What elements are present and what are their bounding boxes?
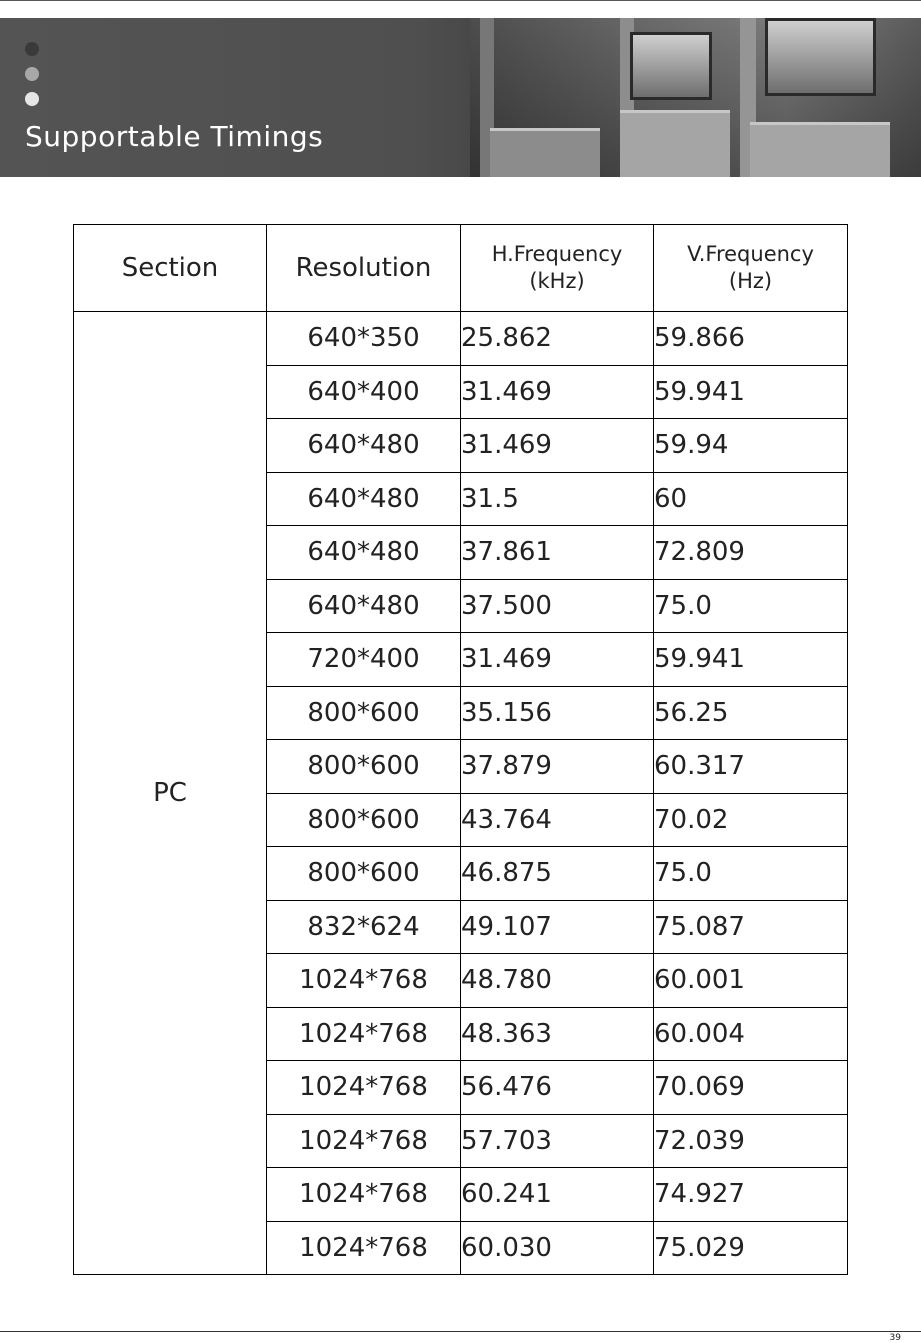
table-body — [74, 312, 848, 1275]
resolution-cell: 1024*768 — [267, 1168, 461, 1222]
bullet-dot-dark — [25, 42, 39, 56]
h-frequency-cell: 48.780 — [461, 954, 654, 1008]
v-frequency-cell: 60 — [654, 472, 848, 526]
h-frequency-cell: 60.241 — [461, 1168, 654, 1222]
page-number: 39 — [889, 1333, 901, 1343]
resolution-cell: 640*400 — [267, 365, 461, 419]
v-frequency-cell: 60.004 — [654, 1007, 848, 1061]
banner-photo — [470, 18, 921, 177]
resolution-cell: 640*480 — [267, 472, 461, 526]
bottom-rule — [0, 1331, 921, 1332]
resolution-cell: 800*600 — [267, 686, 461, 740]
resolution-cell: 1024*768 — [267, 1061, 461, 1115]
v-frequency-cell: 75.087 — [654, 900, 848, 954]
h-frequency-cell: 37.879 — [461, 740, 654, 794]
resolution-cell: 1024*768 — [267, 1007, 461, 1061]
table-row — [74, 312, 848, 366]
table-header-row — [74, 225, 848, 312]
v-frequency-cell: 59.94 — [654, 419, 848, 473]
h-frequency-cell: 31.469 — [461, 419, 654, 473]
resolution-cell: 1024*768 — [267, 1221, 461, 1275]
resolution-cell: 720*400 — [267, 633, 461, 687]
v-frequency-cell: 72.039 — [654, 1114, 848, 1168]
resolution-cell: 1024*768 — [267, 954, 461, 1008]
header-h-frequency — [461, 225, 654, 312]
h-frequency-cell: 37.500 — [461, 579, 654, 633]
header-resolution: Resolution — [267, 225, 461, 312]
bullet-dot-mid — [25, 67, 39, 81]
header-v-frequency — [654, 225, 848, 312]
h-frequency-cell: 31.5 — [461, 472, 654, 526]
header-h-frequency-label: H.Frequency — [491, 242, 623, 266]
v-frequency-cell: 59.866 — [654, 312, 848, 366]
h-frequency-cell: 46.875 — [461, 847, 654, 901]
resolution-cell: 640*480 — [267, 526, 461, 580]
header-section: Section — [74, 225, 267, 312]
h-frequency-cell: 35.156 — [461, 686, 654, 740]
h-frequency-cell: 60.030 — [461, 1221, 654, 1275]
v-frequency-cell: 75.029 — [654, 1221, 848, 1275]
bullet-dot-light — [25, 92, 39, 106]
v-frequency-cell: 70.02 — [654, 793, 848, 847]
h-frequency-cell: 25.862 — [461, 312, 654, 366]
resolution-cell: 800*600 — [267, 740, 461, 794]
resolution-cell: 640*480 — [267, 579, 461, 633]
h-frequency-cell: 57.703 — [461, 1114, 654, 1168]
page-title: Supportable Timings — [25, 120, 324, 153]
v-frequency-cell: 59.941 — [654, 633, 848, 687]
header-v-frequency-label: V.Frequency — [687, 242, 814, 266]
v-frequency-cell: 59.941 — [654, 365, 848, 419]
resolution-cell: 640*480 — [267, 419, 461, 473]
header-banner — [0, 18, 921, 177]
v-frequency-cell: 70.069 — [654, 1061, 848, 1115]
header-h-frequency-unit: (kHz) — [529, 269, 585, 293]
section-cell: PC — [74, 312, 267, 1275]
v-frequency-cell: 75.0 — [654, 579, 848, 633]
resolution-cell: 1024*768 — [267, 1114, 461, 1168]
resolution-cell: 800*600 — [267, 847, 461, 901]
h-frequency-cell: 56.476 — [461, 1061, 654, 1115]
v-frequency-cell: 75.0 — [654, 847, 848, 901]
h-frequency-cell: 31.469 — [461, 365, 654, 419]
top-rule — [0, 0, 921, 1]
v-frequency-cell: 72.809 — [654, 526, 848, 580]
h-frequency-cell: 43.764 — [461, 793, 654, 847]
header-v-frequency-unit: (Hz) — [728, 269, 773, 293]
h-frequency-cell: 37.861 — [461, 526, 654, 580]
v-frequency-cell: 56.25 — [654, 686, 848, 740]
v-frequency-cell: 60.317 — [654, 740, 848, 794]
v-frequency-cell: 74.927 — [654, 1168, 848, 1222]
resolution-cell: 832*624 — [267, 900, 461, 954]
v-frequency-cell: 60.001 — [654, 954, 848, 1008]
h-frequency-cell: 31.469 — [461, 633, 654, 687]
resolution-cell: 640*350 — [267, 312, 461, 366]
timings-table — [73, 224, 848, 1275]
h-frequency-cell: 49.107 — [461, 900, 654, 954]
resolution-cell: 800*600 — [267, 793, 461, 847]
h-frequency-cell: 48.363 — [461, 1007, 654, 1061]
